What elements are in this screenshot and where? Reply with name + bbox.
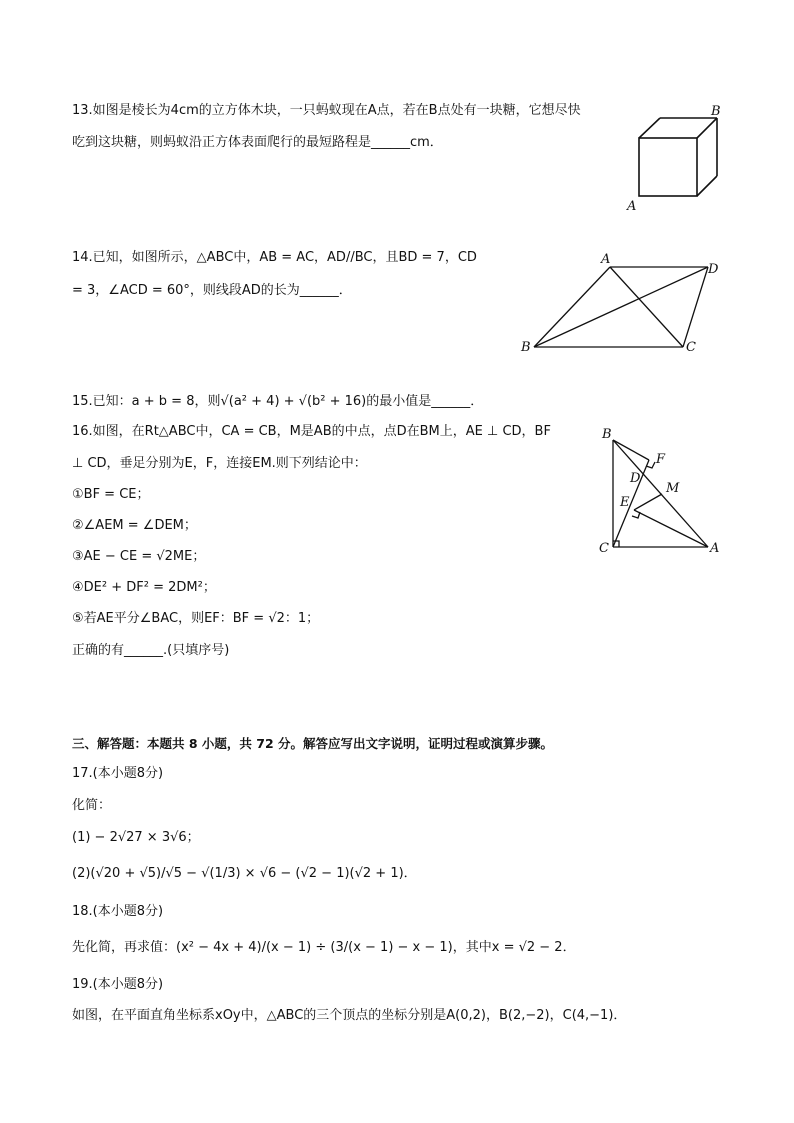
q13-line1: 13.如图是棱长为4cm的立方体木块，一只蚂蚁现在A点，若在B点处有一块糖，它想尽快 — [72, 103, 581, 118]
fig14-label-d: D — [708, 262, 719, 277]
fig16-label-d: D — [630, 471, 641, 486]
q16-item-4: ④DE² + DF² = 2DM²； — [72, 580, 216, 595]
fig14-label-b: B — [521, 340, 531, 355]
q16-item-2: ②∠AEM = ∠DEM； — [72, 518, 197, 533]
q17-part2: (2)(√20 + √5)/√5 − √(1/3) × √6 − (√2 − 1)(√2 + 1)． — [72, 866, 417, 881]
q13-line2: 吃到这块糖，则蚂蚁沿正方体表面爬行的最短路程是______cm． — [72, 135, 443, 150]
q17-prompt: 化简： — [72, 798, 112, 813]
q16-item-1: ①BF = CE； — [72, 487, 150, 502]
q14-line2: = 3，∠ACD = 60°，则线段AD的长为______． — [72, 283, 352, 298]
q19-line: 如图，在平面直角坐标系xOy中，△ABC的三个顶点的坐标分别是A(0,2)，B(2,−2)，C(4,−1)． — [72, 1008, 627, 1023]
q17-part1: (1) − 2√27 × 3√6； — [72, 830, 200, 845]
q16-line1: 16.如图，在Rt△ABC中，CA = CB，M是AB的中点，点D在BM上，AE ⊥ CD，BF — [72, 424, 551, 439]
q18-title: 18.(本小题8分) — [72, 904, 164, 919]
right-triangle-figure — [595, 425, 730, 560]
fig16-label-a: A — [710, 541, 720, 556]
fig16-label-f: F — [656, 452, 666, 467]
q15-line1: 15.已知：a + b = 8，则√(a² + 4) + √(b² + 16)的最小值是______． — [72, 394, 484, 409]
triangle-abcd-figure — [515, 252, 730, 357]
q17-title: 17.(本小题8分) — [72, 766, 164, 781]
fig14-label-c: C — [686, 340, 696, 355]
cube-figure — [620, 100, 730, 220]
cube-label-a: A — [627, 199, 637, 214]
q16-item-5: ⑤若AE平分∠BAC，则EF：BF = √2：1； — [72, 611, 320, 626]
cube-label-b: B — [711, 104, 721, 119]
fig16-label-c: C — [599, 541, 609, 556]
q16-answer: 正确的有______.(只填序号) — [72, 643, 230, 658]
fig16-label-e: E — [620, 495, 630, 510]
fig14-label-a: A — [601, 252, 611, 267]
q19-title: 19.(本小题8分) — [72, 977, 164, 992]
q14-line1: 14.已知，如图所示，△ABC中，AB = AC，AD//BC，且BD = 7，CD — [72, 250, 477, 265]
fig16-label-b: B — [602, 427, 612, 442]
q16-line2: ⊥ CD，垂足分别为E，F，连接EM.则下列结论中： — [72, 456, 367, 471]
q16-item-3: ③AE − CE = √2ME； — [72, 549, 206, 564]
fig16-label-m: M — [666, 481, 680, 496]
section3-heading: 三、解答题：本题共 8 小题，共 72 分。解答应写出文字说明，证明过程或演算步骤。 — [72, 736, 554, 751]
q18-line: 先化简，再求值：(x² − 4x + 4)/(x − 1) ÷ (3/(x − 1) − x − 1)，其中x = √2 − 2． — [72, 940, 576, 955]
